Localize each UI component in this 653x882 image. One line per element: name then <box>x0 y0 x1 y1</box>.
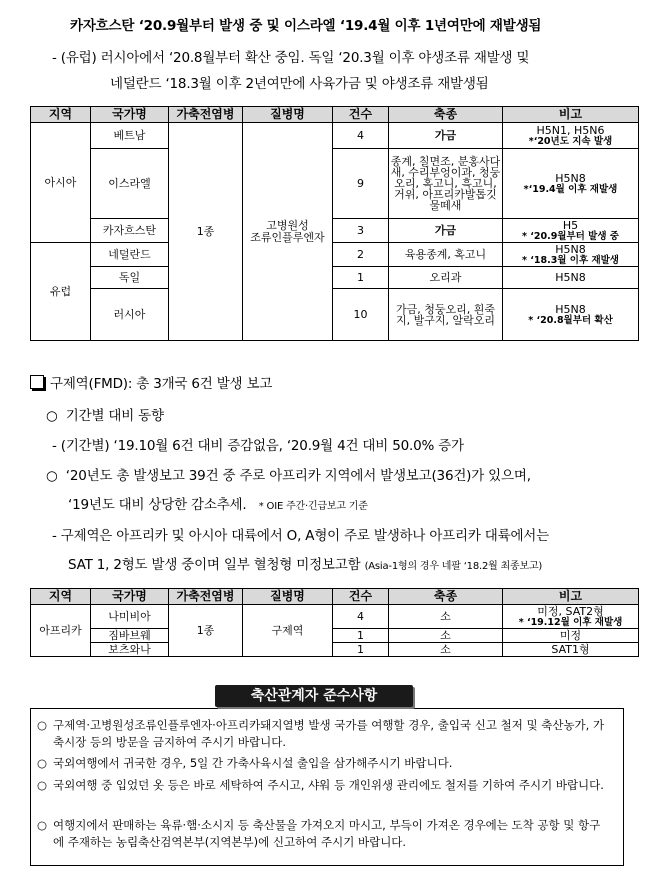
header-country: 국가명 <box>91 589 169 605</box>
note-cell <box>503 243 639 267</box>
count-cell: 9 <box>333 149 389 219</box>
compliance-item-text: 구제역·고병원성조류인플루엔자·아프리카돼지열병 발생 국가를 여행할 경우, 출입국 신고 철저 및 축산농가, 가축시장 등의 방문을 금지하여 주시기 바랍니다. <box>53 718 605 749</box>
header-category: 가축전염병 <box>169 107 243 123</box>
country-cell: 보츠와나 <box>91 643 169 657</box>
note-sub: * ‘20.8월부터 확산 <box>528 314 613 326</box>
count-cell: 10 <box>333 289 389 341</box>
species-cell: 가금, 청둥오리, 흰죽지, 발구지, 알락오리 <box>389 289 503 341</box>
compliance-item <box>37 755 611 772</box>
note-cell: SAT1형 <box>503 643 639 657</box>
note-cell <box>503 149 639 219</box>
circle-bullet-icon: ○ <box>37 818 48 832</box>
note-sub: * ‘18.3월 이후 재발생 <box>521 254 619 266</box>
table-row <box>31 629 639 643</box>
country-cell: 이스라엘 <box>91 149 169 219</box>
count-cell: 2 <box>333 243 389 267</box>
region-cell: 아프리카 <box>31 605 91 657</box>
header-disease: 질병명 <box>243 107 333 123</box>
compliance-item-text: 국외여행에서 귀국한 경우, 5일 간 가축사육시설 출입을 삼가해주시기 바랍니다. <box>53 756 453 770</box>
compliance-box <box>30 708 624 866</box>
type-line-2-text: SAT 1, 2형도 발생 중이며 일부 혈청형 미정보고함 <box>68 557 361 573</box>
circle-bullet-icon: ○ <box>37 756 48 770</box>
compliance-item-text: 여행지에서 판매하는 육류·햄·소시지 등 축산물을 가져오지 마시고, 부득이 가져온 경우에는 도착 공항 및 항구에 주재하는 농림축산검역본부(지역본부)에 신고하여 주시기 바랍니다. <box>53 818 601 849</box>
header-category: 가축전염병 <box>169 589 243 605</box>
header-note: 비고 <box>503 589 639 605</box>
category-cell: 1종 <box>169 605 243 657</box>
period-label: ○ 기간별 대비 동향 <box>46 408 164 424</box>
country-cell: 네덜란드 <box>91 243 169 267</box>
header-region: 지역 <box>31 107 91 123</box>
table-row <box>31 267 639 289</box>
type-line-2 <box>68 553 542 573</box>
table-header-row <box>31 589 639 605</box>
note-main: 미정, SAT2형 <box>537 604 604 618</box>
hpai-table <box>30 106 639 341</box>
period-detail: - (기간별) ‘19.10월 6건 대비 증감없음, ‘20.9월 4건 대비 50.0% 증가 <box>52 438 464 454</box>
note-sub: *‘19.4월 이후 재발생 <box>523 183 618 195</box>
circle-bullet-icon: ○ <box>37 718 48 732</box>
table-row <box>31 219 639 243</box>
note-main: H5N8 <box>555 242 586 256</box>
period-label-text: 기간별 대비 동향 <box>65 408 164 424</box>
note-cell <box>503 267 639 289</box>
note-cell <box>503 219 639 243</box>
annual-line-1-text: ‘20년도 총 발생보고 39건 중 주로 아프리카 지역에서 발생보고(36건)가 있으며, <box>65 468 531 484</box>
species-cell: 소 <box>389 629 503 643</box>
category-cell: 1종 <box>169 123 243 341</box>
fmd-heading-text: 구제역(FMD): 총 3개국 6건 발생 보고 <box>50 376 273 392</box>
header-species: 축종 <box>389 589 503 605</box>
intro-line-3: 네덜란드 ‘18.3월 이후 2년여만에 사육가금 및 야생조류 재발생됨 <box>110 76 489 92</box>
table-row <box>31 149 639 219</box>
region-cell: 유럽 <box>31 243 91 341</box>
disease-cell: 구제역 <box>243 605 333 657</box>
note-main: H5N8 <box>555 302 586 316</box>
country-cell: 짐바브웨 <box>91 629 169 643</box>
table-row <box>31 605 639 629</box>
table-row <box>31 289 639 341</box>
table-row <box>31 643 639 657</box>
disease-cell: 고병원성 조류인플루엔자 <box>243 123 333 341</box>
compliance-item-text: 국외여행 중 입었던 옷 등은 바로 세탁하여 주시고, 샤워 등 개인위생 관리에도 철저를 기하여 주시기 바랍니다. <box>53 778 604 792</box>
header-region: 지역 <box>31 589 91 605</box>
note-sub: * ‘20.9월부터 발생 중 <box>521 230 619 242</box>
fmd-heading <box>30 372 272 392</box>
country-cell: 카자흐스탄 <box>91 219 169 243</box>
count-cell: 3 <box>333 219 389 243</box>
annual-line-2 <box>68 493 368 513</box>
note-main: H5N8 <box>555 271 586 284</box>
header-species: 축종 <box>389 107 503 123</box>
count-cell: 4 <box>333 123 389 149</box>
table-row <box>31 243 639 267</box>
species-cell: 가금 <box>389 123 503 149</box>
country-cell: 러시아 <box>91 289 169 341</box>
header-count: 건수 <box>333 107 389 123</box>
header-disease: 질병명 <box>243 589 333 605</box>
note-sub: *‘20년도 지속 발생 <box>528 135 613 147</box>
compliance-title: 축산관계자 준수사항 <box>215 685 413 707</box>
count-cell: 4 <box>333 605 389 629</box>
annual-line-1: ○ ‘20년도 총 발생보고 39건 중 주로 아프리카 지역에서 발생보고(36건)가 있으며, <box>46 468 531 484</box>
species-cell: 육용종계, 혹고니 <box>389 243 503 267</box>
table-header-row <box>31 107 639 123</box>
country-cell: 독일 <box>91 267 169 289</box>
note-cell <box>503 289 639 341</box>
annual-line-2-text: ‘19년도 대비 상당한 감소추세. <box>68 497 247 513</box>
table-row <box>31 123 639 149</box>
header-count: 건수 <box>333 589 389 605</box>
compliance-item <box>37 717 611 751</box>
note-cell: 미정 <box>503 629 639 643</box>
header-country: 국가명 <box>91 107 169 123</box>
count-cell: 1 <box>333 629 389 643</box>
circle-bullet-icon: ○ <box>37 778 48 792</box>
region-cell: 아시아 <box>31 123 91 243</box>
species-cell: 소 <box>389 605 503 629</box>
compliance-item <box>37 817 611 851</box>
header-note: 비고 <box>503 107 639 123</box>
type-line-1: - 구제역은 아프리카 및 아시아 대륙에서 O, A형이 주로 발생하나 아프리카 대륙에서는 <box>52 528 549 544</box>
note-main: H5N8 <box>555 171 586 185</box>
note-cell <box>503 605 639 629</box>
species-cell: 오리과 <box>389 267 503 289</box>
note-cell <box>503 123 639 149</box>
country-cell: 베트남 <box>91 123 169 149</box>
annual-note: * OIE 주간·긴급보고 기준 <box>258 501 368 512</box>
compliance-item <box>37 777 611 794</box>
checkbox-icon <box>30 375 44 389</box>
country-cell: 나미비아 <box>91 605 169 629</box>
fmd-table <box>30 588 639 657</box>
count-cell: 1 <box>333 267 389 289</box>
note-main: H5 <box>562 218 579 232</box>
intro-line-2: - (유럽) 러시아에서 ‘20.8월부터 확산 중임. 독일 ‘20.3월 이후 야생조류 재발생 및 <box>52 50 530 66</box>
species-cell: 가금 <box>389 219 503 243</box>
count-cell: 1 <box>333 643 389 657</box>
note-sub: * ‘19.12월 이후 재발생 <box>518 616 623 628</box>
intro-line-1: 카자흐스탄 ‘20.9월부터 발생 중 및 이스라엘 ‘19.4월 이후 1년여만에 재발생됨 <box>70 18 542 34</box>
type-note: (Asia-1형의 경우 네팔 ‘18.2월 최종보고) <box>364 561 543 572</box>
species-cell: 소 <box>389 643 503 657</box>
species-cell: 종계, 칠면조, 분홍사다새, 수리부엉이과, 청둥오리, 혹고니, 흑고니, 거위, 아프리카발톱깃물떼새 <box>389 149 503 219</box>
note-main: H5N1, H5N6 <box>536 123 605 137</box>
